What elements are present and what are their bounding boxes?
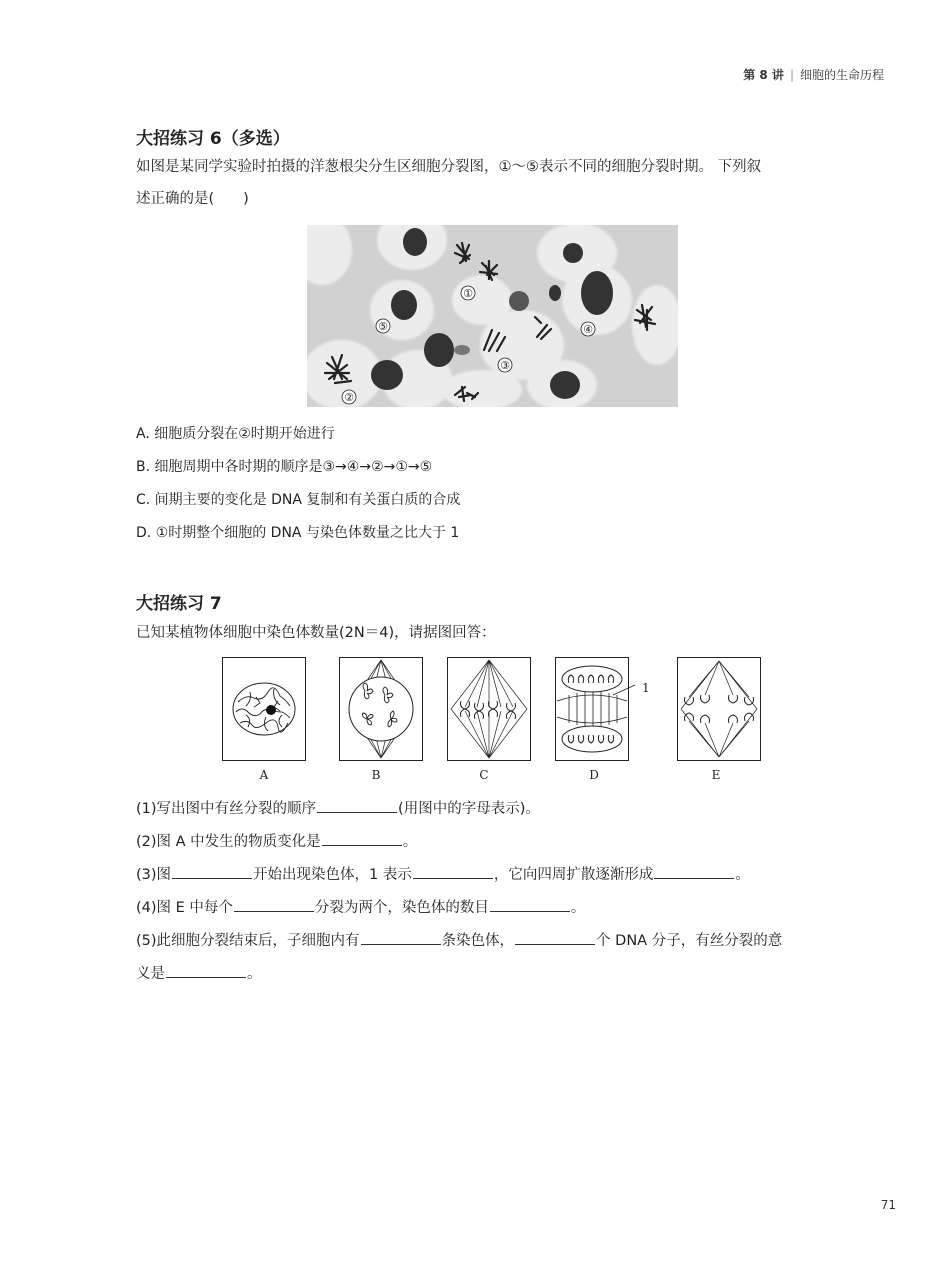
q7-sub4: (4)图 E 中每个 分裂为两个，染色体的数目 。	[136, 896, 585, 918]
photo-label-4: ④	[583, 323, 593, 336]
q6-option-a: A. 细胞质分裂在②时期开始进行	[136, 426, 335, 442]
q6-stem-line1: 如图是某同学实验时拍摄的洋葱根尖分生区细胞分裂图，①～⑤表示不同的细胞分裂时期。 下列叙	[136, 159, 762, 175]
page-number: 71	[880, 1198, 896, 1212]
q6-stem-line2: 述正确的是( )	[136, 191, 249, 207]
figure-a	[222, 657, 306, 761]
q7-sub5-line1: (5)此细胞分裂结束后，子细胞内有 条染色体， 个 DNA 分子，有丝分裂的意	[136, 929, 782, 951]
figure-c	[447, 657, 531, 761]
figure-e	[677, 657, 761, 761]
figure-e-label: E	[711, 768, 721, 782]
lesson-number: 第 8 讲	[743, 68, 784, 82]
figure-d	[555, 657, 639, 761]
q7-sub5-line2: 义是 。	[136, 962, 262, 984]
running-header: 第 8 讲 | 细胞的生命历程	[743, 68, 884, 82]
q7-title: 大招练习 7	[136, 594, 222, 614]
answer-blank[interactable]	[515, 929, 595, 945]
answer-blank[interactable]	[166, 962, 246, 978]
answer-blank[interactable]	[361, 929, 441, 945]
figure-c-label: C	[479, 768, 489, 782]
figure-d-annotation: 1	[642, 681, 650, 695]
q7-sub2: (2)图 A 中发生的物质变化是 。	[136, 830, 417, 852]
q6-title: 大招练习 6（多选）	[136, 129, 290, 149]
answer-blank[interactable]	[172, 863, 252, 879]
q7-stem: 已知某植物体细胞中染色体数量(2N＝4)，请据图回答：	[136, 625, 496, 641]
q7-sub1: (1)写出图中有丝分裂的顺序 (用图中的字母表示)。	[136, 797, 540, 819]
answer-blank[interactable]	[317, 797, 397, 813]
q6-option-b: B. 细胞周期中各时期的顺序是③→④→②→①→⑤	[136, 459, 433, 475]
figure-d-label: D	[589, 768, 599, 782]
figure-b	[339, 657, 423, 761]
answer-blank[interactable]	[654, 863, 734, 879]
answer-blank[interactable]	[490, 896, 570, 912]
photo-label-5: ⑤	[378, 320, 388, 333]
photo-label-1: ①	[463, 287, 473, 300]
answer-blank[interactable]	[322, 830, 402, 846]
q6-option-c: C. 间期主要的变化是 DNA 复制和有关蛋白质的合成	[136, 492, 461, 508]
photo-label-3: ③	[500, 359, 510, 372]
figure-a-label: A	[259, 768, 269, 782]
answer-blank[interactable]	[234, 896, 314, 912]
figure-b-label: B	[371, 768, 381, 782]
q7-sub3: (3)图 开始出现染色体，1 表示 ，它向四周扩散逐渐形成 。	[136, 863, 750, 885]
answer-blank[interactable]	[413, 863, 493, 879]
micrograph-image	[307, 225, 678, 407]
lesson-title: 细胞的生命历程	[799, 68, 884, 82]
photo-label-2: ②	[344, 391, 354, 404]
q6-option-d: D. ①时期整个细胞的 DNA 与染色体数量之比大于 1	[136, 525, 460, 541]
